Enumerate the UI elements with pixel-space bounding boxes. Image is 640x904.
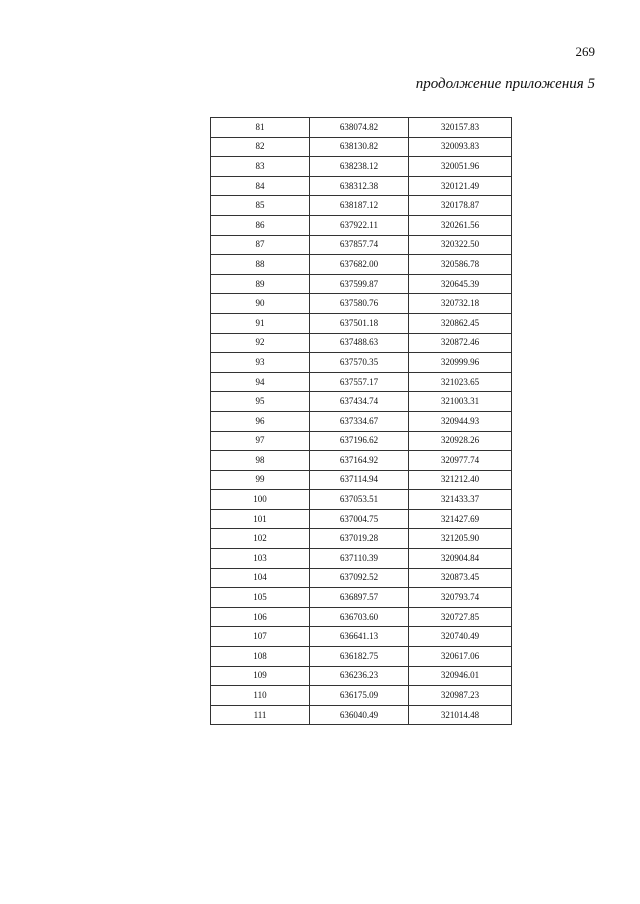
y-coordinate-cell: 320727.85 — [409, 607, 512, 627]
point-number-cell: 91 — [211, 313, 310, 333]
x-coordinate-cell: 637164.92 — [310, 451, 409, 471]
x-coordinate-cell: 637488.63 — [310, 333, 409, 353]
point-number-cell: 109 — [211, 666, 310, 686]
point-number-cell: 88 — [211, 255, 310, 275]
table-row — [211, 431, 512, 451]
x-coordinate-cell: 636641.13 — [310, 627, 409, 647]
point-number-cell: 103 — [211, 549, 310, 569]
x-coordinate-cell: 636703.60 — [310, 607, 409, 627]
point-number-cell: 86 — [211, 215, 310, 235]
x-coordinate-cell: 637557.17 — [310, 372, 409, 392]
point-number-cell: 111 — [211, 705, 310, 725]
point-number-cell: 93 — [211, 353, 310, 373]
table-row — [211, 313, 512, 333]
point-number-cell: 82 — [211, 137, 310, 157]
table-row — [211, 588, 512, 608]
y-coordinate-cell: 321433.37 — [409, 490, 512, 510]
point-number-cell: 102 — [211, 529, 310, 549]
table-row — [211, 274, 512, 294]
y-coordinate-cell: 320157.83 — [409, 118, 512, 138]
x-coordinate-cell: 637682.00 — [310, 255, 409, 275]
x-coordinate-cell: 637114.94 — [310, 470, 409, 490]
point-number-cell: 90 — [211, 294, 310, 314]
y-coordinate-cell: 320261.56 — [409, 215, 512, 235]
y-coordinate-cell: 320617.06 — [409, 647, 512, 667]
table-row — [211, 647, 512, 667]
x-coordinate-cell: 637599.87 — [310, 274, 409, 294]
point-number-cell: 100 — [211, 490, 310, 510]
x-coordinate-cell: 637334.67 — [310, 411, 409, 431]
y-coordinate-cell: 321003.31 — [409, 392, 512, 412]
table-row — [211, 627, 512, 647]
point-number-cell: 96 — [211, 411, 310, 431]
point-number-cell: 104 — [211, 568, 310, 588]
table-row — [211, 568, 512, 588]
y-coordinate-cell: 320051.96 — [409, 157, 512, 177]
point-number-cell: 85 — [211, 196, 310, 216]
x-coordinate-cell: 636182.75 — [310, 647, 409, 667]
x-coordinate-cell: 637053.51 — [310, 490, 409, 510]
table-row — [211, 294, 512, 314]
point-number-cell: 94 — [211, 372, 310, 392]
table-row — [211, 411, 512, 431]
x-coordinate-cell: 637580.76 — [310, 294, 409, 314]
point-number-cell: 98 — [211, 451, 310, 471]
point-number-cell: 110 — [211, 686, 310, 706]
y-coordinate-cell: 320793.74 — [409, 588, 512, 608]
table-row — [211, 118, 512, 138]
y-coordinate-cell: 321205.90 — [409, 529, 512, 549]
x-coordinate-cell: 636897.57 — [310, 588, 409, 608]
y-coordinate-cell: 320740.49 — [409, 627, 512, 647]
x-coordinate-cell: 637110.39 — [310, 549, 409, 569]
x-coordinate-cell: 636040.49 — [310, 705, 409, 725]
continuation-caption: продолжение приложения 5 — [415, 76, 595, 92]
y-coordinate-cell: 320873.45 — [409, 568, 512, 588]
y-coordinate-cell: 320977.74 — [409, 451, 512, 471]
y-coordinate-cell: 320872.46 — [409, 333, 512, 353]
table-row — [211, 137, 512, 157]
point-number-cell: 97 — [211, 431, 310, 451]
table-row — [211, 176, 512, 196]
point-number-cell: 108 — [211, 647, 310, 667]
table-row — [211, 490, 512, 510]
x-coordinate-cell: 637434.74 — [310, 392, 409, 412]
y-coordinate-cell: 321023.65 — [409, 372, 512, 392]
x-coordinate-cell: 637004.75 — [310, 509, 409, 529]
y-coordinate-cell: 320999.96 — [409, 353, 512, 373]
point-number-cell: 101 — [211, 509, 310, 529]
table-row — [211, 509, 512, 529]
table-row — [211, 549, 512, 569]
y-coordinate-cell: 320987.23 — [409, 686, 512, 706]
table-row — [211, 353, 512, 373]
table-row — [211, 372, 512, 392]
y-coordinate-cell: 320862.45 — [409, 313, 512, 333]
point-number-cell: 107 — [211, 627, 310, 647]
x-coordinate-cell: 638312.38 — [310, 176, 409, 196]
table-row — [211, 235, 512, 255]
x-coordinate-cell: 638074.82 — [310, 118, 409, 138]
table-row — [211, 470, 512, 490]
point-number-cell: 81 — [211, 118, 310, 138]
x-coordinate-cell: 637019.28 — [310, 529, 409, 549]
table-row — [211, 333, 512, 353]
page-number: 269 — [575, 44, 595, 59]
y-coordinate-cell: 320904.84 — [409, 549, 512, 569]
y-coordinate-cell: 320093.83 — [409, 137, 512, 157]
x-coordinate-cell: 636175.09 — [310, 686, 409, 706]
y-coordinate-cell: 321212.40 — [409, 470, 512, 490]
y-coordinate-cell: 320645.39 — [409, 274, 512, 294]
x-coordinate-cell: 638238.12 — [310, 157, 409, 177]
x-coordinate-cell: 637922.11 — [310, 215, 409, 235]
point-number-cell: 99 — [211, 470, 310, 490]
x-coordinate-cell: 638130.82 — [310, 137, 409, 157]
x-coordinate-cell: 637501.18 — [310, 313, 409, 333]
coordinates-table-body — [211, 118, 512, 725]
y-coordinate-cell: 320946.01 — [409, 666, 512, 686]
table-row — [211, 451, 512, 471]
x-coordinate-cell: 636236.23 — [310, 666, 409, 686]
y-coordinate-cell: 320178.87 — [409, 196, 512, 216]
x-coordinate-cell: 638187.12 — [310, 196, 409, 216]
point-number-cell: 95 — [211, 392, 310, 412]
y-coordinate-cell: 320928.26 — [409, 431, 512, 451]
table-row — [211, 705, 512, 725]
y-coordinate-cell: 320732.18 — [409, 294, 512, 314]
point-number-cell: 105 — [211, 588, 310, 608]
point-number-cell: 87 — [211, 235, 310, 255]
y-coordinate-cell: 320944.93 — [409, 411, 512, 431]
coordinates-table — [210, 117, 512, 725]
table-row — [211, 529, 512, 549]
point-number-cell: 89 — [211, 274, 310, 294]
point-number-cell: 106 — [211, 607, 310, 627]
table-row — [211, 255, 512, 275]
y-coordinate-cell: 320322.50 — [409, 235, 512, 255]
y-coordinate-cell: 320121.49 — [409, 176, 512, 196]
x-coordinate-cell: 637196.62 — [310, 431, 409, 451]
table-row — [211, 196, 512, 216]
y-coordinate-cell: 320586.78 — [409, 255, 512, 275]
table-row — [211, 392, 512, 412]
point-number-cell: 84 — [211, 176, 310, 196]
x-coordinate-cell: 637857.74 — [310, 235, 409, 255]
point-number-cell: 83 — [211, 157, 310, 177]
y-coordinate-cell: 321014.48 — [409, 705, 512, 725]
table-row — [211, 607, 512, 627]
table-row — [211, 666, 512, 686]
y-coordinate-cell: 321427.69 — [409, 509, 512, 529]
x-coordinate-cell: 637092.52 — [310, 568, 409, 588]
point-number-cell: 92 — [211, 333, 310, 353]
x-coordinate-cell: 637570.35 — [310, 353, 409, 373]
table-row — [211, 157, 512, 177]
table-row — [211, 215, 512, 235]
table-row — [211, 686, 512, 706]
